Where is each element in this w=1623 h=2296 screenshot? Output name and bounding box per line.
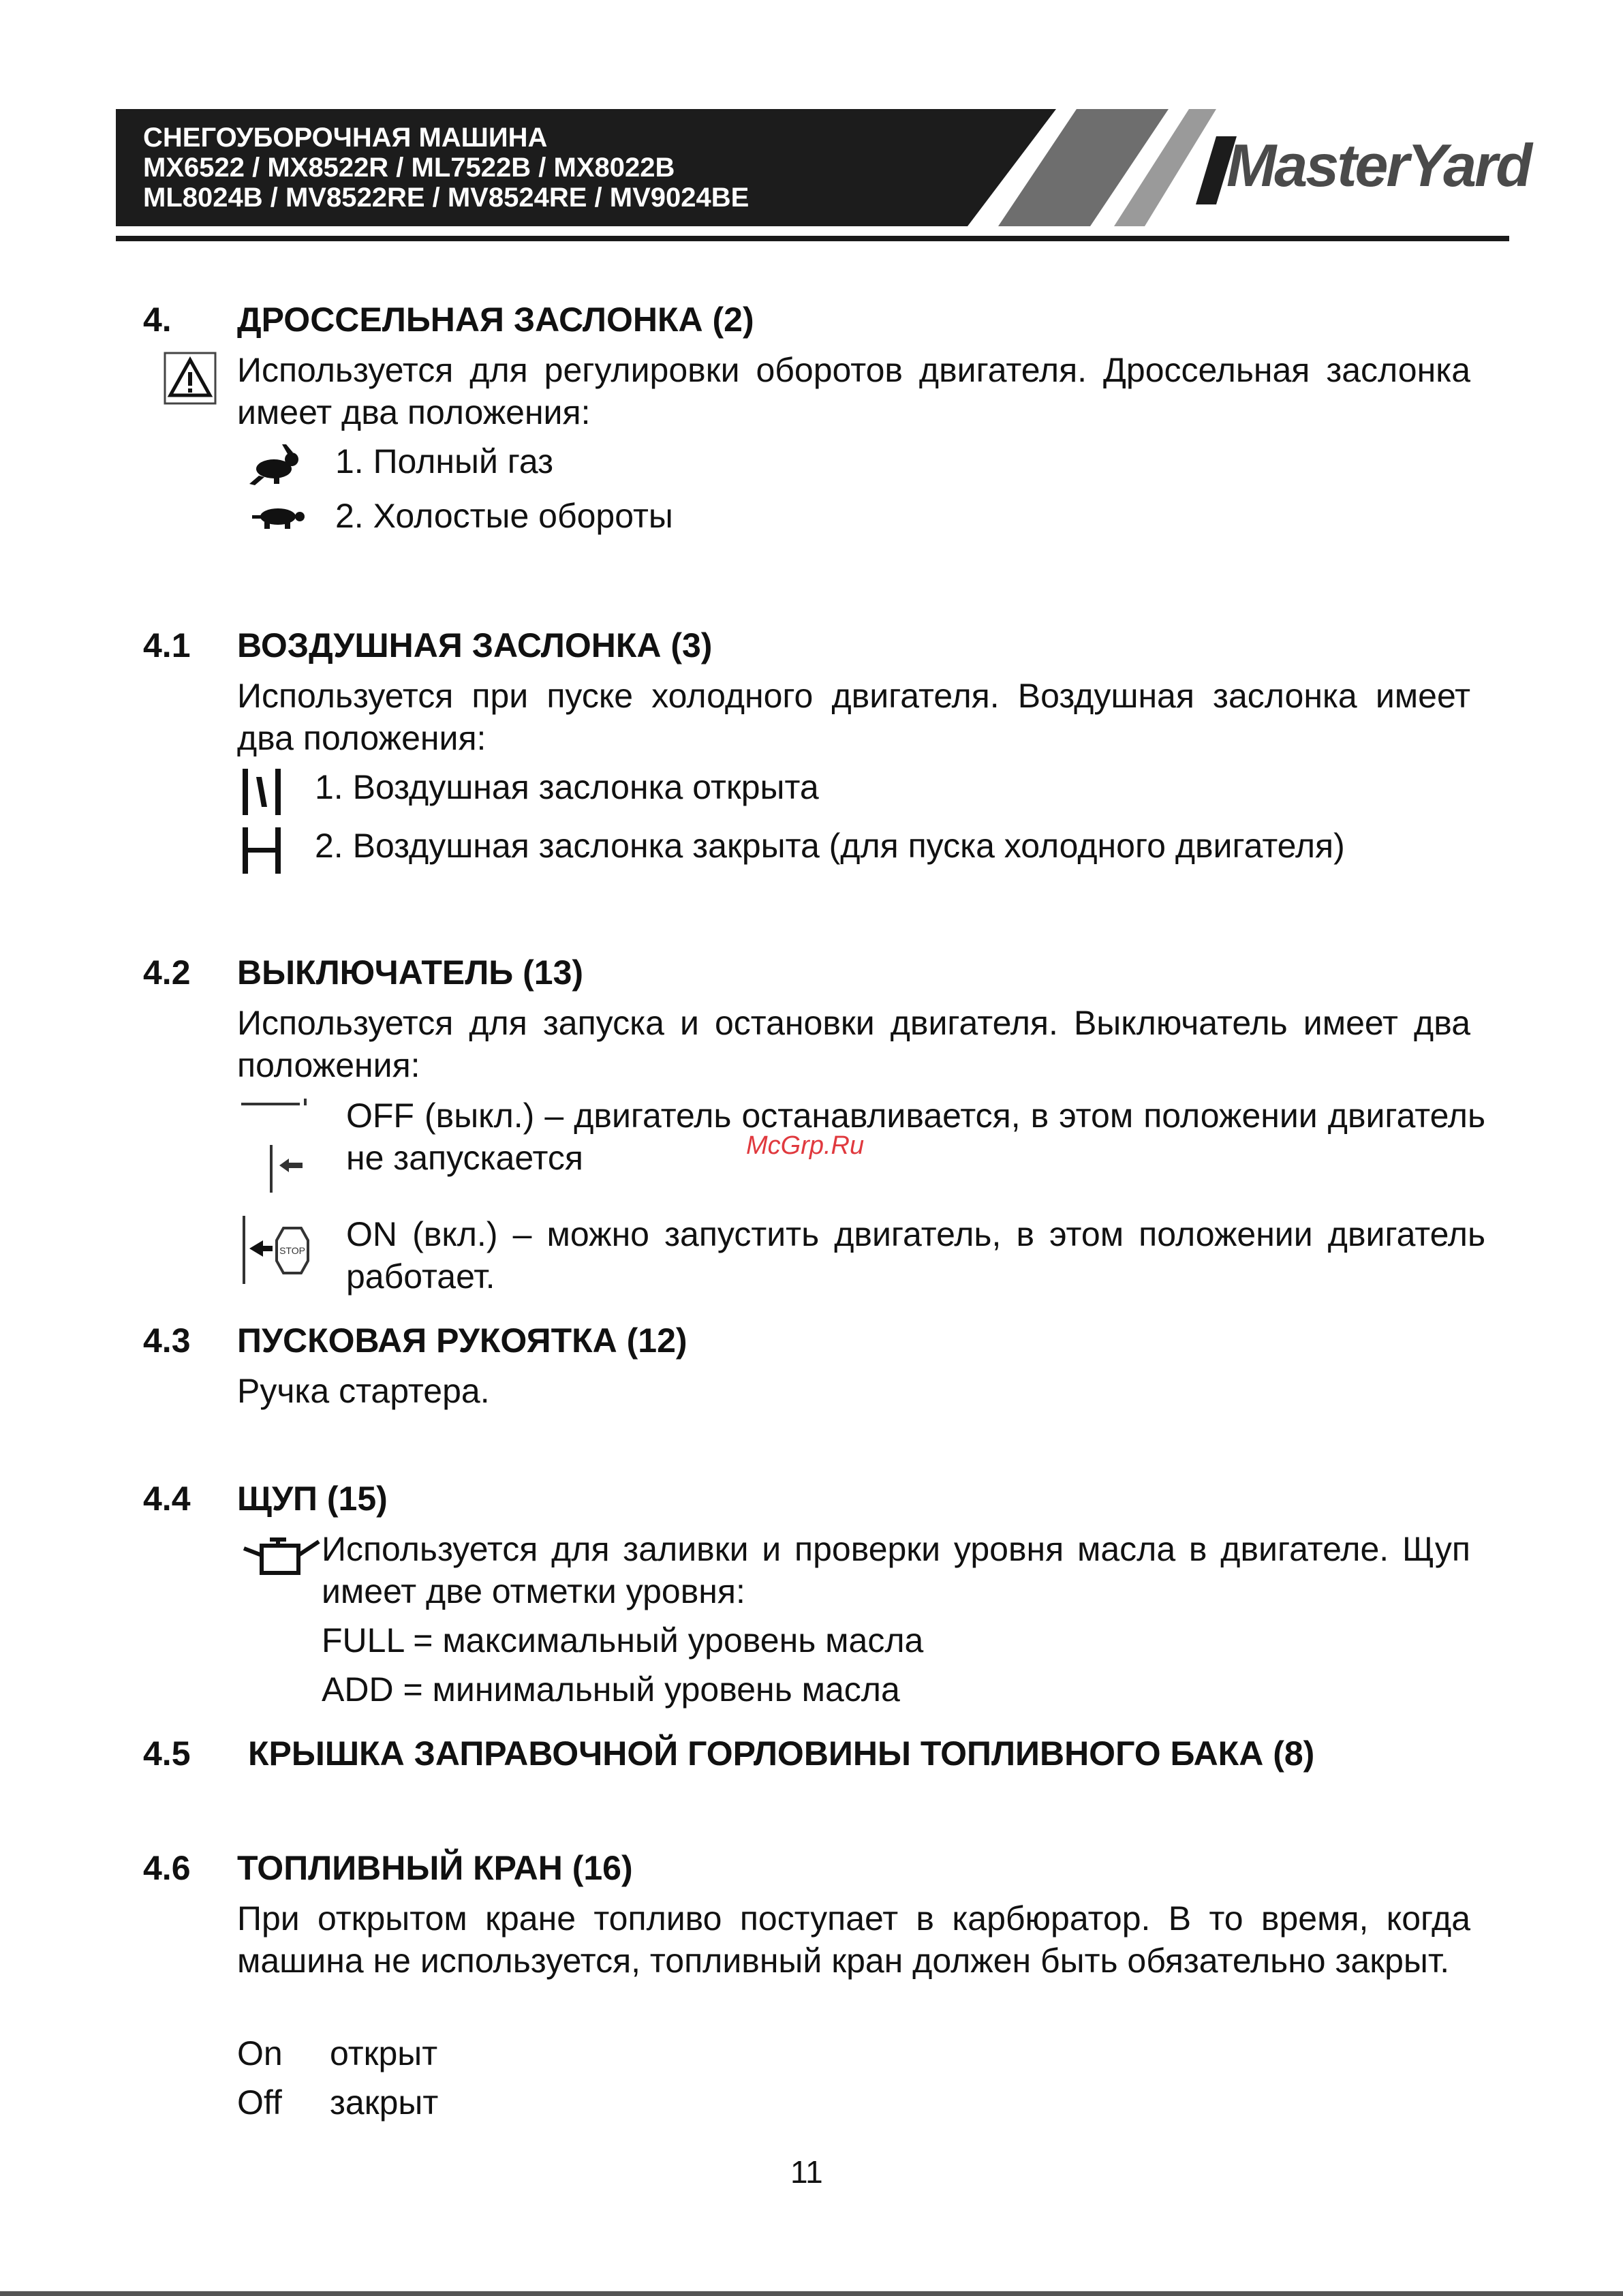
header-divider — [116, 236, 1509, 241]
section-4-2-text: Используется для запуска и остановки двигателя. Выключатель имеет два положения: — [237, 1004, 1470, 1084]
fuel-valve-off-key: Off — [237, 2083, 282, 2122]
section-4-6-number: 4.6 — [143, 1849, 191, 1887]
choke-closed-icon — [240, 826, 283, 875]
section-4-4-title: ЩУП (15) — [237, 1480, 388, 1518]
section-4-3-number: 4.3 — [143, 1321, 191, 1360]
section-4-1-text: Используется при пуске холодного двигателя. Воздушная заслонка имеет два положения: — [237, 677, 1470, 757]
switch-off-text: OFF (выкл.) – двигатель останавливается, в этом положении двигатель не запускается — [346, 1097, 1485, 1177]
turtle-icon — [251, 503, 308, 530]
section-4-text: Используется для регулировки оборотов двигателя. Дроссельная заслонка имеет два положения: — [237, 351, 1470, 431]
section-4-3-text: Ручка стартера. — [237, 1372, 490, 1410]
oil-can-icon — [243, 1535, 323, 1577]
section-4-3-title: ПУСКОВАЯ РУКОЯТКА (12) — [237, 1321, 687, 1360]
section-4-4-text: Используется для заливки и проверки уровня масла в двигателе. Щуп имеет две отметки уровня: — [322, 1530, 1470, 1610]
product-title-line-2: MX6522 / MX8522R / ML7522B / MX8022B — [143, 153, 675, 183]
section-4-title: ДРОССЕЛЬНАЯ ЗАСЛОНКА (2) — [237, 301, 754, 339]
product-title-line-1: СНЕГОУБОРОЧНАЯ МАШИНА — [143, 123, 548, 153]
choke-open-label: 1. Воздушная заслонка открыта — [315, 768, 819, 806]
oil-full-mark: FULL = максимальный уровень масла — [322, 1621, 924, 1659]
section-4-2-number: 4.2 — [143, 953, 191, 992]
throttle-full-label: 1. Полный газ — [335, 442, 554, 480]
section-4-6-text: При открытом кране топливо поступает в карбюратор. В то время, когда машина не используется, топливный кран должен быть обязательно закрыт. — [237, 1899, 1470, 1980]
choke-open-icon — [240, 767, 283, 816]
warning-icon — [164, 352, 217, 405]
section-4-5-number: 4.5 — [143, 1734, 191, 1773]
product-title — [143, 123, 749, 213]
page-header — [116, 109, 1531, 226]
rabbit-icon — [247, 444, 304, 485]
section-4-6-title: ТОПЛИВНЫЙ КРАН (16) — [237, 1849, 633, 1887]
product-title-line-3: ML8024B / MV8522RE / MV8524RE / MV9024BE — [143, 183, 749, 213]
switch-on-icon — [240, 1213, 311, 1288]
throttle-idle-label: 2. Холостые обороты — [335, 497, 673, 535]
section-4-2-title: ВЫКЛЮЧАТЕЛЬ (13) — [237, 953, 584, 992]
stop-icon-label: STOP — [279, 1245, 305, 1256]
fuel-valve-on-value: открыт — [330, 2034, 438, 2072]
switch-on-text: ON (вкл.) – можно запустить двигатель, в этом положении двигатель работает. — [346, 1215, 1485, 1296]
section-4-4-number: 4.4 — [143, 1480, 191, 1518]
section-4-1-number: 4.1 — [143, 626, 191, 664]
section-4-5-title: КРЫШКА ЗАПРАВОЧНОЙ ГОРЛОВИНЫ ТОПЛИВНОГО БАКА (8) — [248, 1734, 1315, 1773]
brand-logo: MasterYard — [1226, 132, 1531, 199]
fuel-valve-on-key: On — [237, 2034, 283, 2072]
fuel-valve-off-value: закрыт — [330, 2083, 439, 2122]
watermark: McGrp.Ru — [746, 1131, 865, 1160]
page-number: 11 — [790, 2154, 823, 2190]
bottom-edge-line — [0, 2291, 1623, 2296]
switch-off-icon — [240, 1097, 308, 1199]
choke-closed-label: 2. Воздушная заслонка закрыта (для пуска холодного двигателя) — [315, 827, 1345, 865]
oil-add-mark: ADD = минимальный уровень масла — [322, 1670, 900, 1709]
section-4-1-title: ВОЗДУШНАЯ ЗАСЛОНКА (3) — [237, 626, 713, 664]
section-4-number: 4. — [143, 301, 172, 339]
